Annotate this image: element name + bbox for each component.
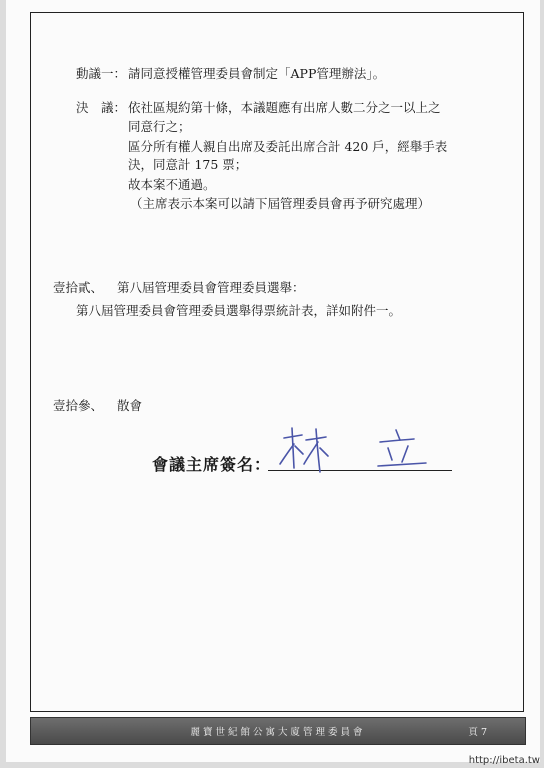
resolution-line-3: 區分所有權人親自出席及委託出席合計 420 戶，經舉手表 (128, 139, 448, 154)
resolution-line-4: 決，同意計 175 票； (128, 157, 248, 172)
document-page (6, 0, 540, 762)
motion-label: 動議一： (76, 66, 127, 81)
footer-title: 麗寶世紀館公寓大廈管理委員會 (190, 727, 366, 738)
item12-text: 第八屆管理委員會管理委員選舉得票統計表，詳如附件一。 (76, 303, 402, 318)
item12-label: 壹拾貳、 (53, 280, 104, 295)
signature-label: 會議主席簽名： (152, 455, 272, 474)
resolution-line-1: 依社區規約第十條，本議題應有出席人數二分之一以上之 (128, 100, 441, 115)
resolution-line-6: （主席表示本案可以請下屆管理委員會再予研究處理） (130, 196, 431, 211)
item13-title: 散會 (117, 398, 143, 413)
handwritten-signature (276, 424, 446, 478)
resolution-line-2: 同意行之； (128, 119, 191, 134)
motion-text: 請同意授權管理委員會制定「APP管理辦法」。 (128, 66, 386, 81)
watermark: http://ibeta.tw (468, 755, 540, 766)
resolution-line-5: 故本案不通過。 (128, 177, 216, 192)
footer-bar (30, 717, 526, 745)
page-number: 頁 7 (468, 727, 487, 738)
item13-label: 壹拾參、 (53, 398, 104, 413)
page-border (30, 12, 524, 712)
resolution-label: 決 議： (76, 100, 127, 115)
item12-title: 第八屆管理委員會管理委員選舉： (117, 280, 305, 295)
